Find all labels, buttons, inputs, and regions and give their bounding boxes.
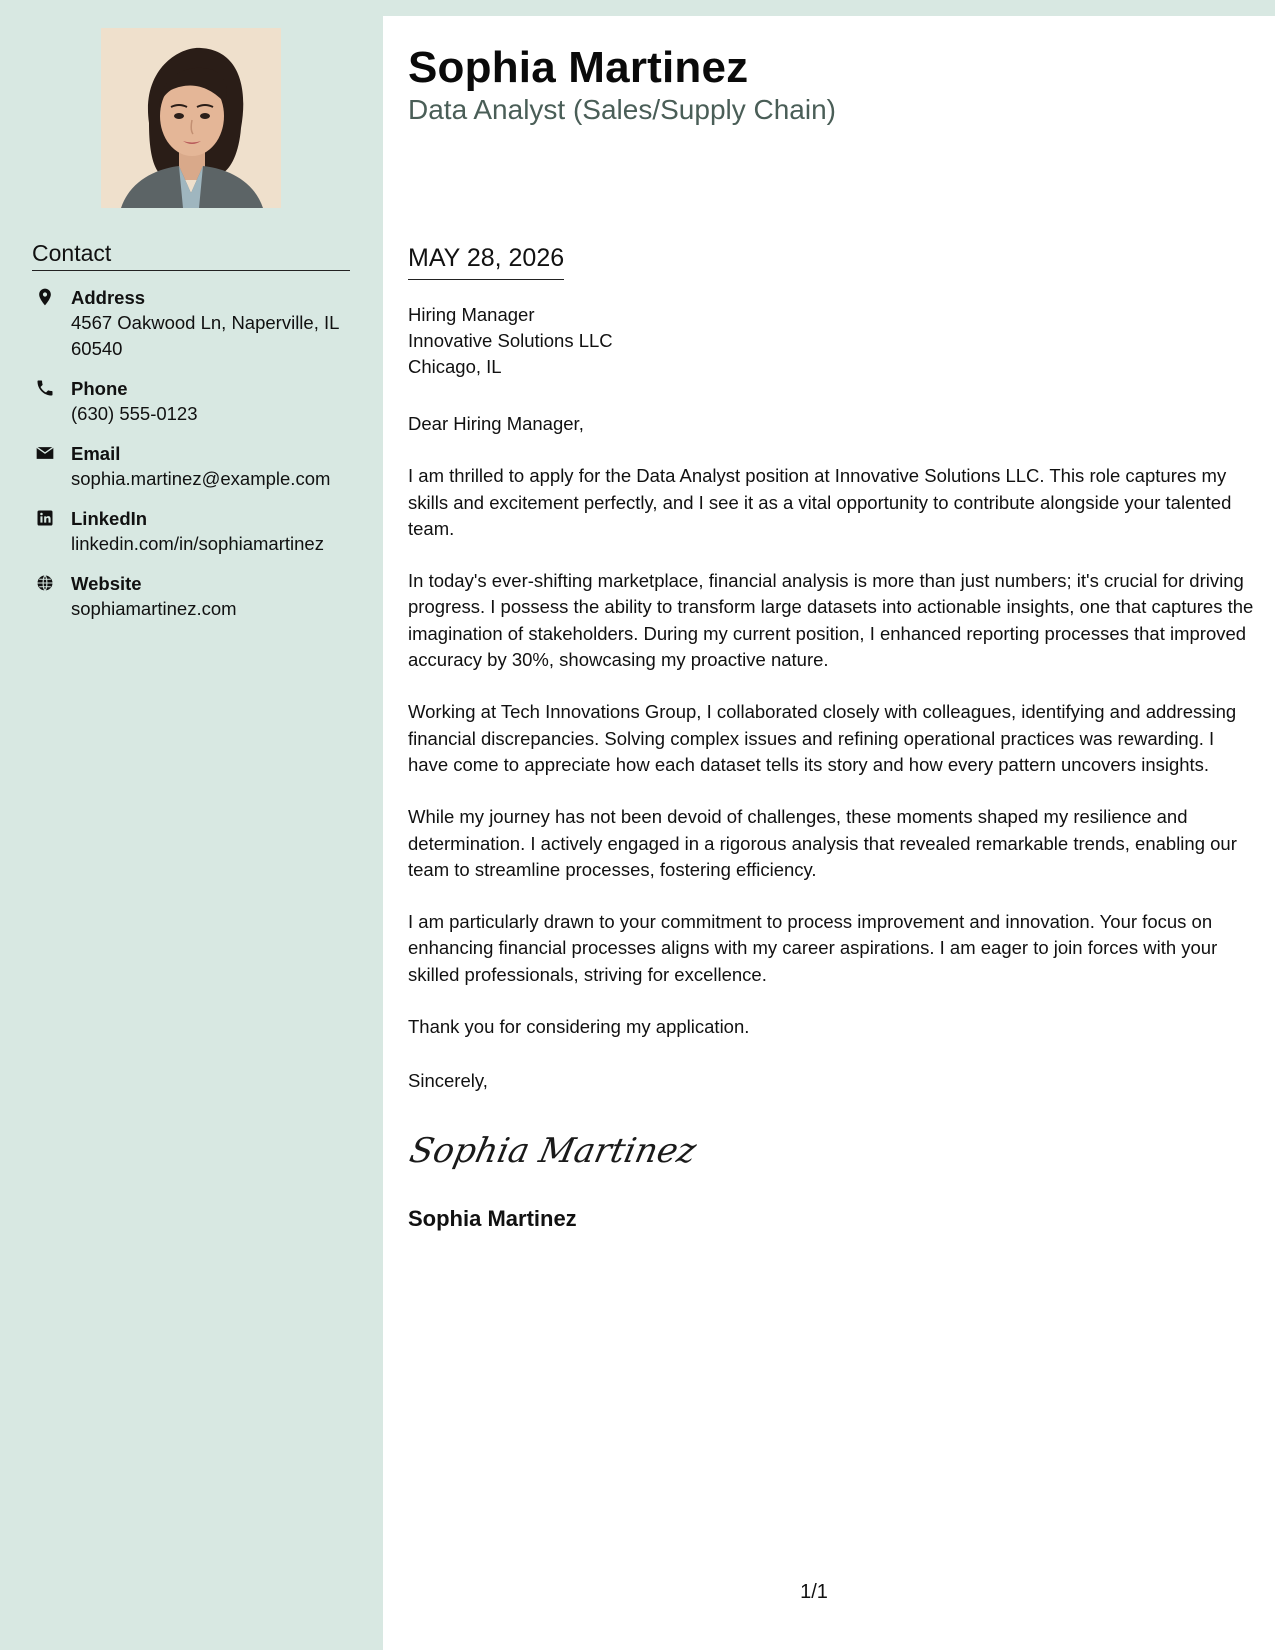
signer-name: Sophia Martinez bbox=[408, 1206, 577, 1231]
recipient-line: Innovative Solutions LLC bbox=[408, 330, 613, 351]
sidebar bbox=[0, 0, 383, 1650]
contact-item-address bbox=[32, 286, 362, 362]
envelope-icon bbox=[35, 443, 55, 463]
contact-heading: Contact bbox=[32, 240, 350, 271]
closing: Sincerely, bbox=[408, 1070, 488, 1091]
phone-value: (630) 555-0123 bbox=[71, 403, 198, 424]
paragraph: In today's ever-shifting marketplace, financial analysis is more than just numbers; it's crucial for driving progress. I possess the ability to transform large datasets into actionable insights, one that captures the imagination of stakeholders. During my current position, I enhanced reporting processes that improved accuracy by 30%, showcasing my proactive nature. bbox=[408, 570, 1254, 671]
letter-date: MAY 28, 2026 bbox=[408, 244, 564, 280]
applicant-name: Sophia Martinez bbox=[408, 43, 749, 92]
recipient-block bbox=[408, 302, 613, 380]
salutation: Dear Hiring Manager, bbox=[408, 413, 584, 434]
linkedin-link[interactable]: linkedin.com/in/sophiamartinez bbox=[71, 533, 324, 554]
portrait-illustration bbox=[101, 28, 281, 208]
address-value: 4567 Oakwood Ln, Naperville, IL 60540 bbox=[71, 312, 339, 359]
paragraph: While my journey has not been devoid of challenges, these moments shaped my resilience and determination. I actively engaged in a rigorous analysis that revealed remarkable trends, enabling our team to streamline processes, fostering efficiency. bbox=[408, 806, 1237, 880]
signature-script: Sophia Martinez bbox=[406, 1131, 700, 1171]
paragraph: I am thrilled to apply for the Data Analyst position at Innovative Solutions LLC. This role captures my skills and excitement perfectly, and I see it as a vital opportunity to contribute alongside your talented team. bbox=[408, 465, 1232, 539]
handwritten-signature bbox=[405, 1120, 700, 1178]
letter-panel bbox=[383, 16, 1275, 1650]
website-link[interactable]: sophiamartinez.com bbox=[71, 598, 237, 619]
letter-body bbox=[408, 411, 1256, 1066]
contact-item-email bbox=[32, 442, 362, 492]
contact-label: Phone bbox=[71, 378, 128, 399]
map-pin-icon bbox=[35, 287, 55, 307]
paragraph: Working at Tech Innovations Group, I collaborated closely with colleagues, identifying and addressing financial discrepancies. Solving complex issues and refining operational practices was rewarding. I have come to appreciate how each dataset tells its story and how every pattern uncovers insights. bbox=[408, 701, 1237, 775]
contact-item-phone bbox=[32, 377, 362, 427]
contact-label: Email bbox=[71, 443, 121, 464]
phone-icon bbox=[35, 378, 55, 398]
contact-list bbox=[32, 286, 362, 637]
contact-label: Website bbox=[71, 573, 142, 594]
recipient-line: Hiring Manager bbox=[408, 304, 535, 325]
contact-item-website bbox=[32, 572, 362, 622]
paragraph: Thank you for considering my application. bbox=[408, 1016, 750, 1038]
paragraph: I am particularly drawn to your commitment to process improvement and innovation. Your focus on enhancing financial processes aligns with my career aspirations. I am eager to join forces with your skilled professionals, striving for excellence. bbox=[408, 911, 1218, 985]
page-number: 1/1 bbox=[800, 1581, 828, 1603]
recipient-line: Chicago, IL bbox=[408, 356, 502, 377]
profile-photo bbox=[101, 28, 281, 208]
globe-icon bbox=[35, 573, 55, 593]
contact-label: Address bbox=[71, 287, 146, 308]
contact-item-linkedin bbox=[32, 507, 362, 557]
email-link[interactable]: sophia.martinez@example.com bbox=[71, 468, 331, 489]
linkedin-icon bbox=[35, 508, 55, 528]
contact-label: LinkedIn bbox=[71, 508, 148, 529]
job-title: Data Analyst (Sales/Supply Chain) bbox=[408, 94, 836, 125]
